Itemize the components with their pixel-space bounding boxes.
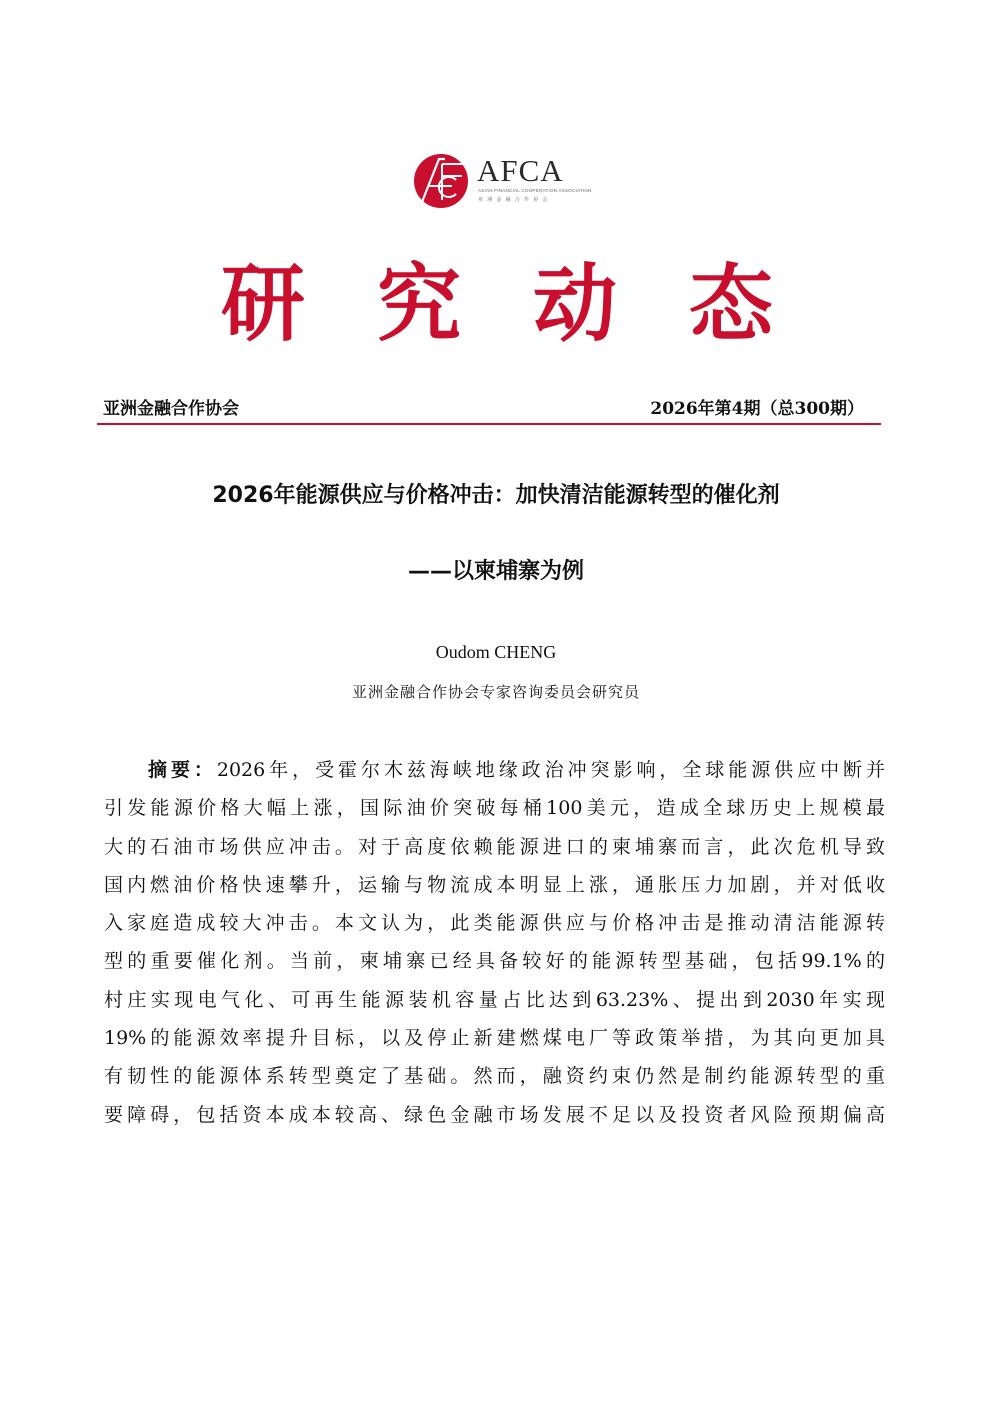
logo-wordmark: AFCA [477, 153, 564, 188]
abstract-line: 村庄实现电气化、可再生能源装机容量占比达到63.23%、提出到2030年实现 [104, 988, 885, 1011]
masthead-title: 研究动态 [220, 255, 845, 353]
abstract-line [104, 754, 885, 792]
logo-subtitle-cn: 亚洲金融合作协会 [478, 197, 552, 203]
article-author: Oudom CHENG [435, 642, 557, 662]
author-affiliation: 亚洲金融合作协会专家咨询委员会研究员 [351, 683, 640, 701]
abstract-line-text: 2026年，受霍尔木兹海峡地缘政治冲突影响，全球能源供应中断并 [216, 759, 885, 781]
issue-organization: 亚洲金融合作协会 [103, 399, 239, 419]
abstract-line: 大的石油市场供应冲击。对于高度依赖能源进口的柬埔寨而言，此次危机导致 [104, 835, 885, 858]
abstract-line: 型的重要催化剂。当前，柬埔寨已经具备较好的能源转型基础，包括99.1%的 [104, 950, 885, 973]
abstract-line: 19%的能源效率提升目标，以及停止新建燃煤电厂等政策举措，为其向更加具 [104, 1027, 885, 1050]
abstract-line: 入家庭造成较大冲击。本文认为，此类能源供应与价格冲击是推动清洁能源转 [104, 912, 885, 935]
abstract [104, 754, 885, 1137]
article-subtitle: ——以柬埔寨为例 [407, 559, 584, 584]
abstract-line: 国内燃油价格快速攀升，运输与物流成本明显上涨，通胀压力加剧，并对低收 [104, 873, 885, 896]
abstract-line: 有韧性的能源体系转型奠定了基础。然而，融资约束仍然是制约能源转型的重 [104, 1065, 885, 1088]
header-divider [97, 423, 881, 425]
afca-emblem-icon [412, 150, 474, 212]
article-title: 2026年能源供应与价格冲击：加快清洁能源转型的催化剂 [212, 483, 780, 508]
issue-number: 2026年第4期（总300期） [650, 399, 864, 419]
afca-logo [412, 150, 612, 215]
issue-bar [103, 392, 880, 422]
logo-subtitle-en: ASIAN FINANCIAL COOPERATION ASSOCIATION [478, 188, 592, 193]
abstract-label: 摘要： [148, 759, 217, 781]
abstract-line: 引发能源价格大幅上涨，国际油价突破每桶100美元，造成全球历史上规模最 [104, 797, 885, 820]
abstract-line: 要障碍，包括资本成本较高、绿色金融市场发展不足以及投资者风险预期偏高 [104, 1103, 885, 1126]
